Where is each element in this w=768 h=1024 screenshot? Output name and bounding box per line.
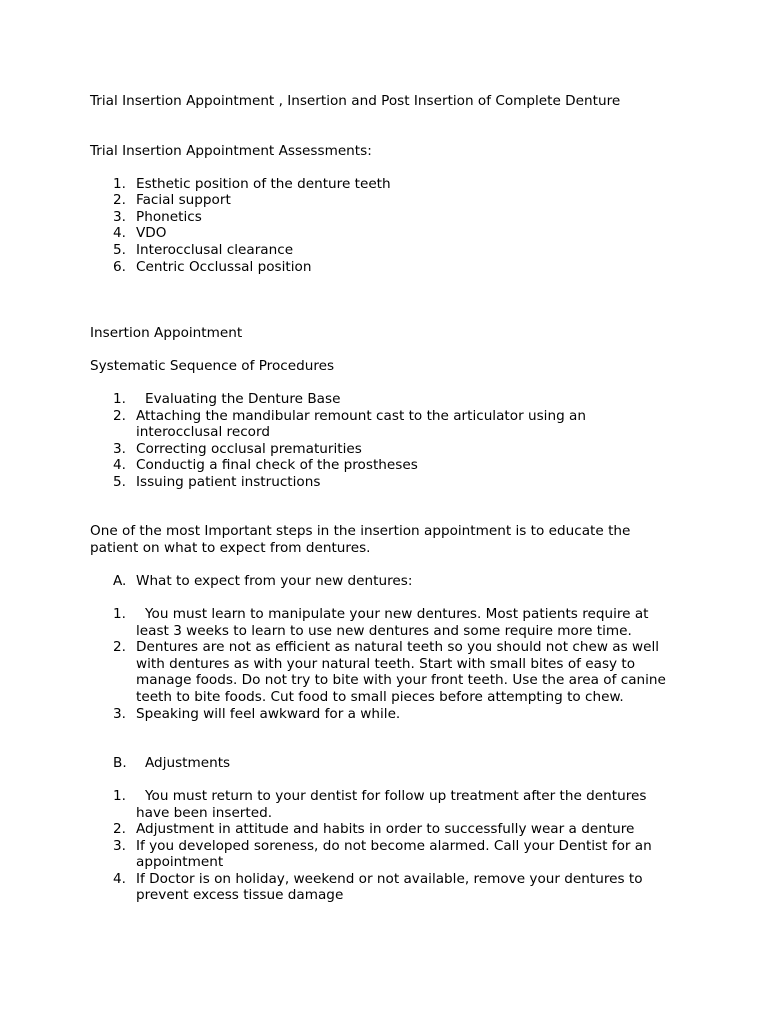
list-item: Attaching the mandibular remount cast to the articulator using an	[136, 408, 586, 424]
list-number: 4.	[113, 457, 126, 473]
list-item: If you developed soreness, do not become alarmed. Call your Dentist for an	[136, 838, 652, 854]
list-item: Evaluating the Denture Base	[145, 391, 341, 407]
list-number: 2.	[113, 639, 126, 655]
section-letter: A.	[113, 573, 127, 589]
list-item: Esthetic position of the denture teeth	[136, 176, 391, 192]
list-item: You must learn to manipulate your new dentures. Most patients require at	[145, 606, 649, 622]
section-b-heading: Adjustments	[145, 755, 231, 771]
insertion-subheading: Systematic Sequence of Procedures	[90, 358, 335, 374]
list-item-continuation: with dentures as with your natural teeth. Start with small bites of easy to	[136, 656, 636, 672]
intro-paragraph-line: patient on what to expect from dentures.	[90, 540, 371, 556]
list-number: 1.	[113, 788, 126, 804]
list-item: Dentures are not as efficient as natural teeth so you should not chew as well	[136, 639, 660, 655]
list-item: Facial support	[136, 192, 231, 208]
intro-paragraph-line: One of the most Important steps in the insertion appointment is to educate the	[90, 523, 631, 539]
list-number: 1.	[113, 606, 126, 622]
list-item: Adjustment in attitude and habits in order to successfully wear a denture	[136, 821, 635, 837]
list-item: Conductig a final check of the prostheses	[136, 457, 418, 473]
trial-heading: Trial Insertion Appointment Assessments:	[90, 143, 372, 159]
list-number: 6.	[113, 259, 126, 275]
list-item: You must return to your dentist for follow up treatment after the dentures	[145, 788, 647, 804]
section-a-heading: What to expect from your new dentures:	[136, 573, 413, 589]
list-item: Centric Occlussal position	[136, 259, 312, 275]
list-number: 1.	[113, 176, 126, 192]
list-number: 4.	[113, 871, 126, 887]
list-number: 3.	[113, 706, 126, 722]
list-item: If Doctor is on holiday, weekend or not available, remove your dentures to	[136, 871, 643, 887]
list-number: 2.	[113, 192, 126, 208]
list-item-continuation: least 3 weeks to learn to use new dentures and some require more time.	[136, 623, 632, 639]
list-item-continuation: interocclusal record	[136, 424, 270, 440]
insertion-heading: Insertion Appointment	[90, 325, 243, 341]
list-item: Phonetics	[136, 209, 202, 225]
list-item-continuation: prevent excess tissue damage	[136, 887, 344, 903]
list-item: Issuing patient instructions	[136, 474, 321, 490]
list-number: 1.	[113, 391, 126, 407]
document-title: Trial Insertion Appointment , Insertion and Post Insertion of Complete Denture	[90, 93, 621, 109]
list-number: 4.	[113, 225, 126, 241]
list-item-continuation: have been inserted.	[136, 805, 273, 821]
list-item: Correcting occlusal prematurities	[136, 441, 362, 457]
list-number: 3.	[113, 209, 126, 225]
list-number: 5.	[113, 474, 126, 490]
list-number: 2.	[113, 821, 126, 837]
list-item-continuation: manage foods. Do not try to bite with your front teeth. Use the area of canine	[136, 672, 666, 688]
list-item-continuation: teeth to bite foods. Cut food to small pieces before attempting to chew.	[136, 689, 624, 705]
list-item-continuation: appointment	[136, 854, 224, 870]
section-letter: B.	[113, 755, 127, 771]
list-item: Interocclusal clearance	[136, 242, 294, 258]
list-number: 2.	[113, 408, 126, 424]
list-number: 3.	[113, 441, 126, 457]
list-number: 5.	[113, 242, 126, 258]
list-item: VDO	[136, 225, 167, 241]
list-item: Speaking will feel awkward for a while.	[136, 706, 401, 722]
list-number: 3.	[113, 838, 126, 854]
